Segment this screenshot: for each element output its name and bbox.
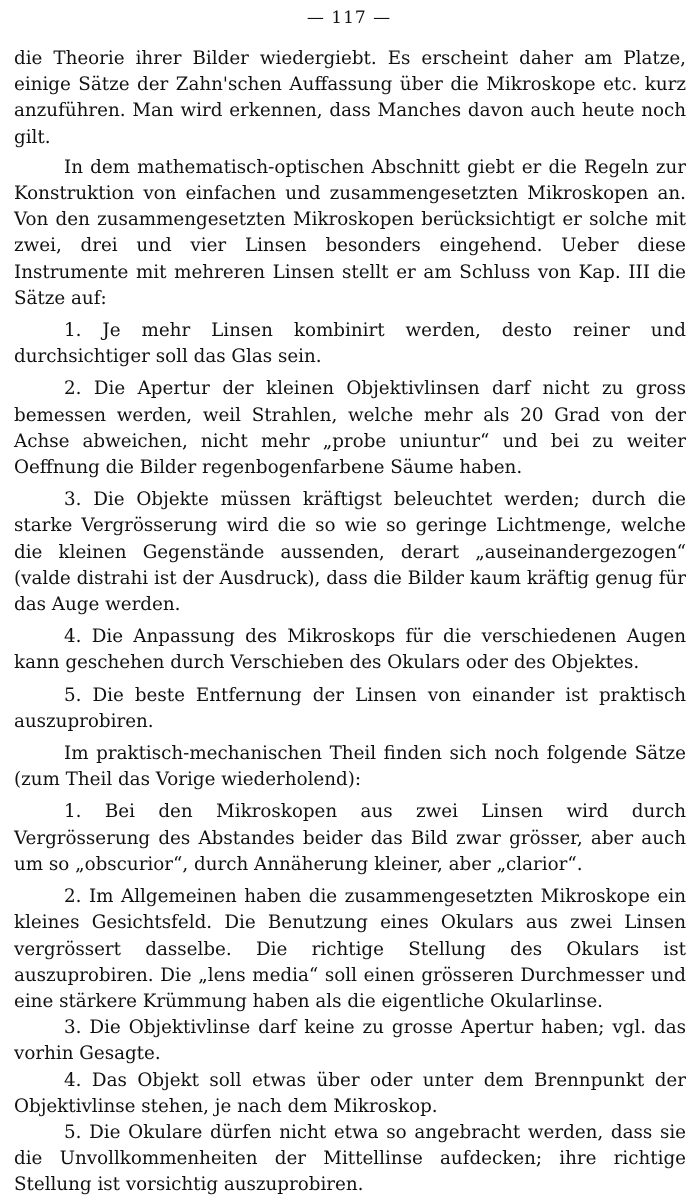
list-item: 3. Die Objektivlinse darf keine zu grosse Apertur haben; vgl. das vorhin Gesagte.	[14, 1017, 686, 1065]
list-item: 3. Die Objekte müssen kräftigst beleuchtet werden; durch die starke Vergrösserung wird die so wie so geringe Lichtmenge, welche die kleinen Gegenstände aussenden, derart „auseinandergezogen“ (valde distrahi ist der Ausdruck), dass die Bilder kaum kräftig genug für das Auge werden.	[14, 489, 686, 616]
list-item: 2. Die Apertur der kleinen Objektivlinsen darf nicht zu gross bemessen werden, weil Strahlen, welche mehr als 20 Grad von der Achse abweichen, nicht mehr „probe uniuntur“ und bei zu weiter Oeffnung die Bilder regenbogenfarbene Säume haben.	[14, 378, 686, 479]
list-item: 5. Die beste Entfernung der Linsen von einander ist praktisch auszuprobiren.	[14, 684, 686, 732]
paragraph: die Theorie ihrer Bilder wiedergiebt. Es erscheint daher am Platze, einige Sätze der Zahn'schen Auffassung über die Mikroskope etc. kurz anzuführen. Man wird erkennen, dass Manches davon auch heute noch gilt.	[14, 48, 686, 148]
list-item: 2. Im Allgemeinen haben die zusammengesetzten Mikroskope ein kleines Gesichtsfeld. Die Benutzung eines Okulars aus zwei Linsen vergrössert dasselbe. Die richtige Stellung des Okulars ist auszuprobiren. Die „lens media“ soll einen grösseren Durchmesser und eine stärkere Krümmung haben als die eigentliche Okularlinse.	[14, 886, 686, 1012]
body-text	[14, 46, 686, 1199]
list-item: 1. Bei den Mikroskopen aus zwei Linsen wird durch Vergrösserung des Abstandes beider das Bild zwar grösser, aber auch um so „obscurior“, durch Annäherung kleiner, aber „clarior“.	[14, 801, 686, 875]
list-item: 5. Die Okulare dürfen nicht etwa so angebracht werden, dass sie die Unvollkommenheiten der Mittellinse aufdecken; ihre richtige Stellung ist vorsichtig auszuprobiren.	[14, 1121, 686, 1196]
list-item: 4. Die Anpassung des Mikroskops für die verschiedenen Augen kann geschehen durch Verschieben des Okulars oder des Objektes.	[14, 626, 686, 674]
list-item: 4. Das Objekt soll etwas über oder unter dem Brennpunkt der Objektivlinse stehen, je nach dem Mikroskop.	[14, 1069, 686, 1117]
list-item: 1. Je mehr Linsen kombinirt werden, desto reiner und durchsichtiger soll das Glas sein.	[14, 320, 686, 368]
paragraph: Im praktisch-mechanischen Theil finden sich noch folgende Sätze (zum Theil das Vorige wiederholend):	[14, 743, 686, 791]
page-number: — 117 —	[306, 8, 392, 28]
paragraph: In dem mathematisch-optischen Abschnitt giebt er die Regeln zur Konstruktion von einfachen und zusammengesetzten Mikroskopen an. Von den zusammengesetzten Mikroskopen berücksichtigt er solche mit zwei, drei und vier Linsen besonders eingehend. Ueber diese Instrumente mit mehreren Linsen stellt er am Schluss von Kap. III die Sätze auf:	[14, 156, 686, 309]
